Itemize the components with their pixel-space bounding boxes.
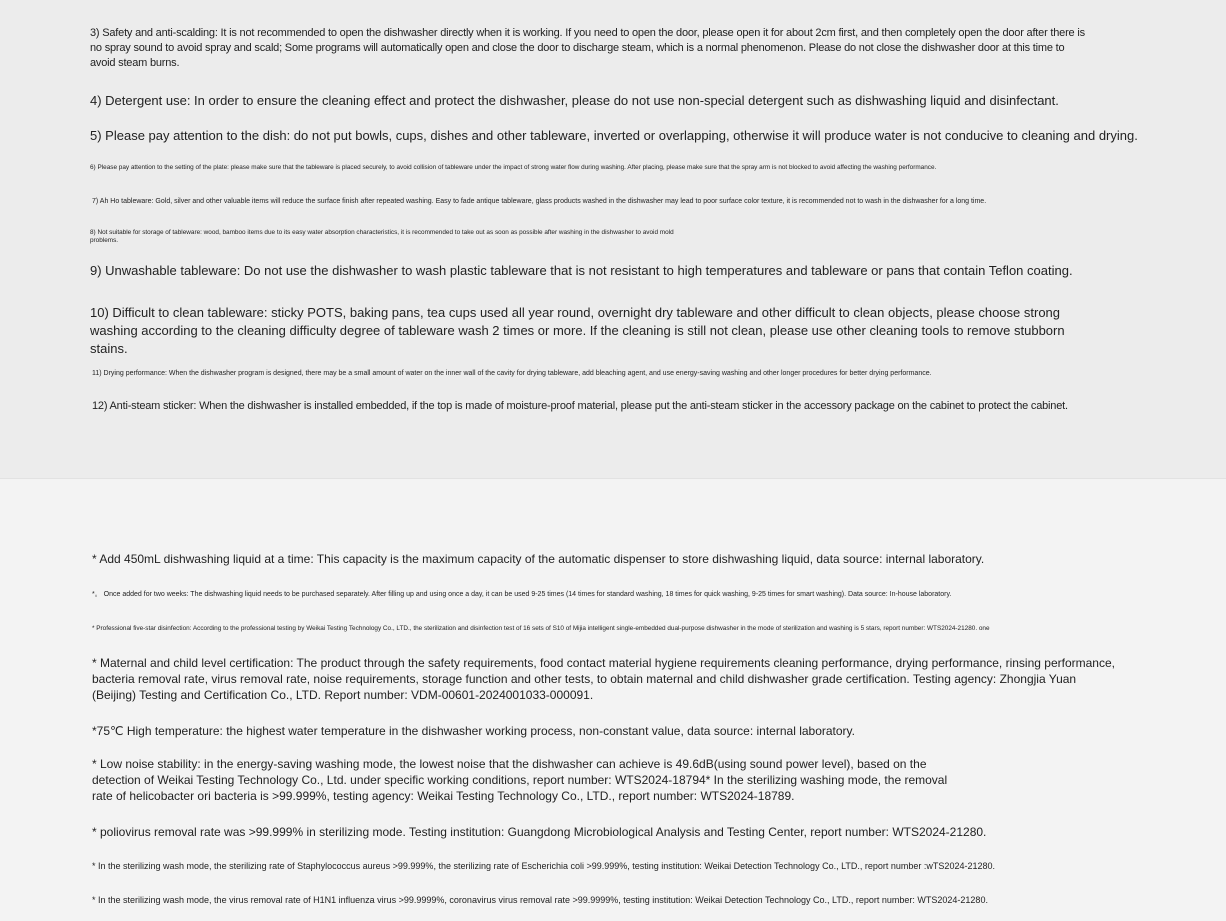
footnote-dishwashing-liquid: * Add 450mL dishwashing liquid at a time: This capacity is the maximum capacity of the automatic dispenser to store dishwashing liquid, data source: internal laboratory. [92,552,985,566]
footnote-low-noise: * Low noise stability: in the energy-saving washing mode, the lowest noise that the dishwasher can achieve is 49.6dB(using sound power level), based on the detection of Weikai Testing Technology Co., Ltd. under specific working conditions, report number: WTS2024-18794* In the sterilizing washing mode, the removal rate of helicobacter ori bacteria is >99.999%, testing agency: Weikai Testing Technology Co., LTD., report number: WTS2024-18789. [92,757,948,803]
note-11-drying: 11) Drying performance: When the dishwasher program is designed, there may be a small amount of water on the inner wall of the cavity for drying tableware, add bleaching agent, and use energy-saving washing and other longer procedures for better drying performance. [92,370,932,377]
note-9-unwashable: 9) Unwashable tableware: Do not use the dishwasher to wash plastic tableware that is not resistant to high temperatures and tableware or pans that contain Teflon coating. [90,263,1073,278]
footnote-staphylococcus: * In the sterilizing wash mode, the sterilizing rate of Staphylococcus aureus >99.999%, the sterilizing rate of Escherichia coli >99.999%, testing institution: Weikai Detection Technology Co., LTD., report number :wTS2024-21280. [92,861,995,871]
note-7-valuable-tableware: 7) Ah Ho tableware: Gold, silver and other valuable items will reduce the surface finish after repeated washing. Easy to fade antique tableware, glass products washed in the dishwasher may lead to poor surface color texture, it is recommended not to wash in the dishwasher for a long time. [92,198,987,205]
footnote-two-weeks: *。 Once added for two weeks: The dishwashing liquid needs to be purchased separately. After filling up and using once a day, it can be used 9-25 times (14 times for standard washing, 18 times for quick washing, 9-25 times for smart washing). Data source: In-house laboratory. [92,591,952,598]
footnote-h1n1: * In the sterilizing wash mode, the virus removal rate of H1N1 influenza virus >99.9999%, coronavirus virus removal rate >99.9999%, testing institution: Weikai Detection Technology Co., LTD., report number: WTS2024-21280. [92,895,988,905]
footnotes-section [0,479,1226,921]
note-8-storage: 8) Not suitable for storage of tableware: wood, bamboo items due to its easy water absorption characteristics, it is recommended to take out as soon as possible after washing in the dishwasher to avoid mold problems. [90,229,674,244]
footnote-poliovirus: * poliovirus removal rate was >99.999% in sterilizing mode. Testing institution: Guangdong Microbiological Analysis and Testing Center, report number: WTS2024-21280. [92,825,987,839]
note-6-plate-setting: 6) Please pay attention to the setting of the plate: please make sure that the tableware is placed securely, to avoid collision of tableware under the impact of strong water flow during washing. After placing, please make sure that the spray arm is not blocked to avoid affecting the washing performance. [90,164,937,171]
note-5-dish-placement: 5) Please pay attention to the dish: do not put bowls, cups, dishes and other tableware, inverted or overlapping, otherwise it will produce water is not conducive to cleaning and drying. [90,128,1138,143]
note-3-anti-scalding: 3) Safety and anti-scalding: It is not recommended to open the dishwasher directly when it is working. If you need to open the door, please open it for about 2cm first, and then completely open the door after there is no spray sound to avoid spray and scald; Some programs will automatically open and close the door to discharge steam, which is a normal phenomenon. Please do not close the dishwasher door at this time to avoid steam burns. [90,27,1085,69]
footnote-five-star: * Professional five-star disinfection: According to the professional testing by Weikai Testing Technology Co., LTD., the sterilization and disinfection test of 16 sets of S10 of Mijia intelligent single-embedded dual-purpose dishwasher in the mode of sterilization and washing is 5 stars, report number: WTS2024-21280. one [92,625,990,632]
footnote-high-temperature: *75℃ High temperature: the highest water temperature in the dishwasher working process, non-constant value, data source: internal laboratory. [92,724,855,738]
note-10-difficult-clean: 10) Difficult to clean tableware: sticky POTS, baking pans, tea cups used all year round, overnight dry tableware and other difficult to clean objects, please choose strong washing according to the cleaning difficulty degree of tableware wash 2 times or more. If the cleaning is still not clean, please use other cleaning tools to remove stubborn stains. [90,305,1065,356]
note-4-detergent: 4) Detergent use: In order to ensure the cleaning effect and protect the dishwasher, please do not use non-special detergent such as dishwashing liquid and disinfectant. [90,93,1059,108]
note-12-anti-steam: 12) Anti-steam sticker: When the dishwasher is installed embedded, if the top is made of moisture-proof material, please put the anti-steam sticker in the accessory package on the cabinet to protect the cabinet. [92,400,1068,412]
footnote-maternal-child: * Maternal and child level certification: The product through the safety requirements, food contact material hygiene requirements cleaning performance, drying performance, rinsing performance, bacteria removal rate, virus removal rate, noise requirements, storage function and other tests, to obtain maternal and child dishwasher grade certification. Testing agency: Zhongjia Yuan (Beijing) Testing and Certification Co., LTD. Report number: VDM-00601-2024001033-000091. [92,656,1115,702]
